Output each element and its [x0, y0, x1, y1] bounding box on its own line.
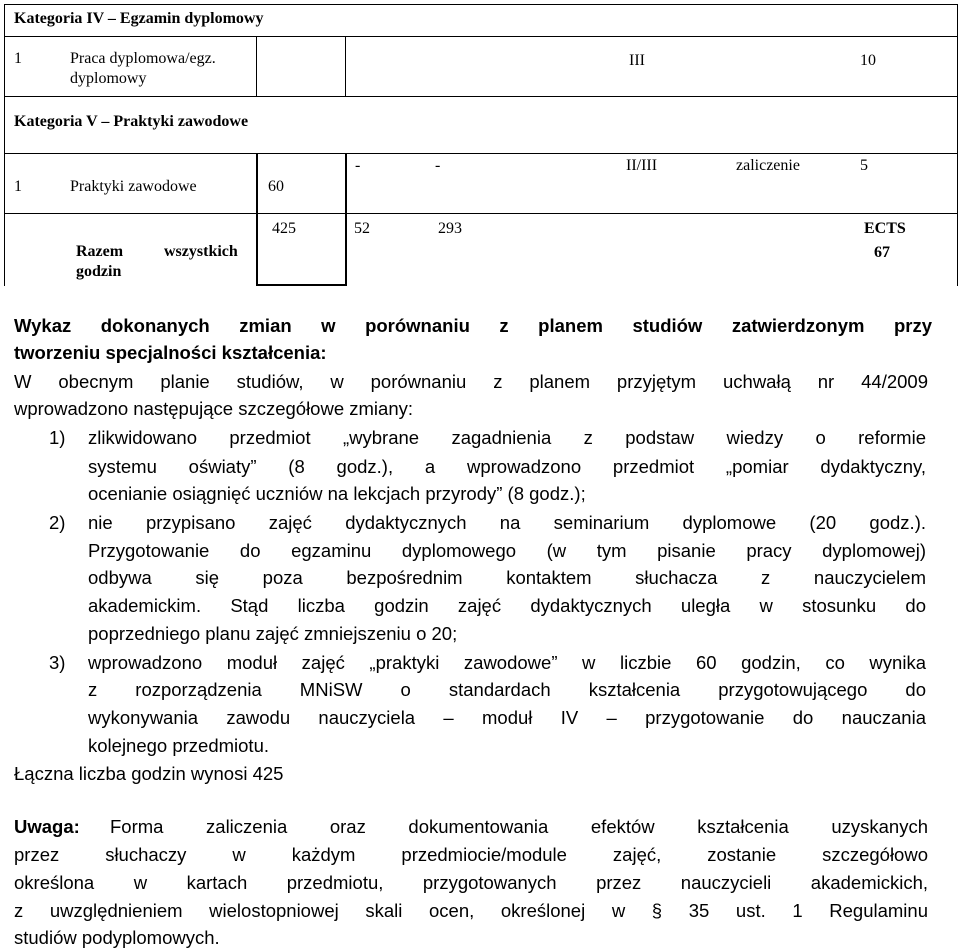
item-2-line-4: akademickim. Stąd liczba godzin zajęć dydaktycznych uległa w stosunku do [88, 595, 926, 616]
table-rule [4, 96, 958, 97]
item-2-line-5: poprzedniego planu zajęć zmniejszeniu o 20; [88, 623, 458, 644]
item-1-line-2: systemu oświaty” (8 godz.), a wprowadzono przedmiot „pomiar dydaktyczny, [88, 456, 926, 477]
table-rule [256, 284, 346, 286]
total-hours-line: Łączna liczba godzin wynosi 425 [14, 763, 284, 784]
item-3-line-4: kolejnego przedmiotu. [88, 735, 269, 756]
item-1-line-3: ocenianie osiągnięć uczniów na lekcjach przyrody” (8 godz.); [88, 483, 586, 504]
item-1-number: 1) [49, 427, 66, 448]
table-rule [4, 153, 958, 154]
row2-form: zaliczenie [736, 157, 800, 174]
row1-number: 1 [14, 50, 22, 67]
table-rule [4, 36, 958, 37]
note-line-2: przez słuchaczy w każdym przedmiocie/module zajęć, zostanie szczegółowo [14, 844, 928, 865]
heading-line-2: tworzeniu specjalności kształcenia: [14, 342, 327, 363]
table-rule [256, 36, 257, 96]
category-iv-heading: Kategoria IV – Egzamin dyplomowy [14, 10, 264, 27]
row2-number: 1 [14, 178, 22, 195]
table-rule [256, 153, 258, 286]
item-3-line-1: wprowadzono moduł zajęć „praktyki zawodowe” w liczbie 60 godzin, co wynika [88, 652, 926, 673]
heading-line-1: Wykaz dokonanych zmian w porównaniu z planem studiów zatwierdzonym przy [14, 315, 932, 336]
item-2-line-2: Przygotowanie do egzaminu dyplomowego (w tym pisanie pracy dyplomowej) [88, 540, 926, 561]
row2-dash-1: - [355, 157, 361, 174]
total-label-godzin: godzin [76, 263, 122, 280]
category-v-heading: Kategoria V – Praktyki zawodowe [14, 113, 249, 130]
row1-semester: III [629, 52, 645, 69]
row1-name-line2: dyplomowy [70, 70, 147, 87]
table-rule [4, 213, 958, 214]
row2-hours: 60 [268, 178, 284, 195]
note-line-3: określona w kartach przedmiotu, przygotowanych przez nauczycieli akademickich, [14, 872, 928, 893]
total-col-3: 293 [438, 220, 462, 237]
note-line-4: z uwzględnieniem wielostopniowej skali ocen, określonej w § 35 ust. 1 Regulaminu [14, 900, 928, 921]
table-rule [4, 4, 5, 286]
total-label-razem: Razem [76, 243, 124, 260]
row1-name-line1: Praca dyplomowa/egz. [70, 50, 216, 67]
row2-semester: II/III [626, 157, 658, 174]
intro-line-1: W obecnym planie studiów, w porównaniu z planem przyjętym uchwałą nr 44/2009 [14, 371, 928, 392]
table-rule [4, 4, 958, 5]
row1-ects: 10 [860, 52, 876, 69]
total-label-wszystkich: wszystkich [164, 243, 238, 260]
item-2-number: 2) [49, 512, 66, 533]
item-3-line-2: z rozporządzenia MNiSW o standardach kształcenia przygotowującego do [88, 679, 926, 700]
table-rule [957, 4, 958, 286]
note-label: Uwaga: [14, 816, 80, 837]
item-2-line-3: odbywa się poza bezpośrednim kontaktem słuchacza z nauczycielem [88, 567, 926, 588]
row2-name: Praktyki zawodowe [70, 178, 197, 195]
item-2-line-1: nie przypisano zajęć dydaktycznych na seminarium dyplomowe (20 godz.). [88, 512, 926, 533]
total-ects-label: ECTS [864, 220, 906, 237]
row2-ects: 5 [860, 157, 868, 174]
note-line-5: studiów podyplomowych. [14, 927, 220, 948]
intro-line-2: wprowadzono następujące szczegółowe zmiany: [14, 398, 413, 419]
total-col-2: 52 [354, 220, 370, 237]
table-rule [345, 153, 347, 286]
row2-dash-2: - [435, 157, 441, 174]
item-3-line-3: wykonywania zawodu nauczyciela – moduł IV – przygotowanie do nauczania [88, 707, 926, 728]
total-ects-value: 67 [874, 244, 890, 261]
item-1-line-1: zlikwidowano przedmiot „wybrane zagadnienia z podstaw wiedzy o reformie [88, 427, 926, 448]
item-3-number: 3) [49, 652, 66, 673]
total-hours: 425 [272, 220, 296, 237]
note-line-1: Forma zaliczenia oraz dokumentowania efektów kształcenia uzyskanych [110, 816, 928, 837]
table-rule [345, 36, 346, 96]
program-table [4, 4, 958, 286]
